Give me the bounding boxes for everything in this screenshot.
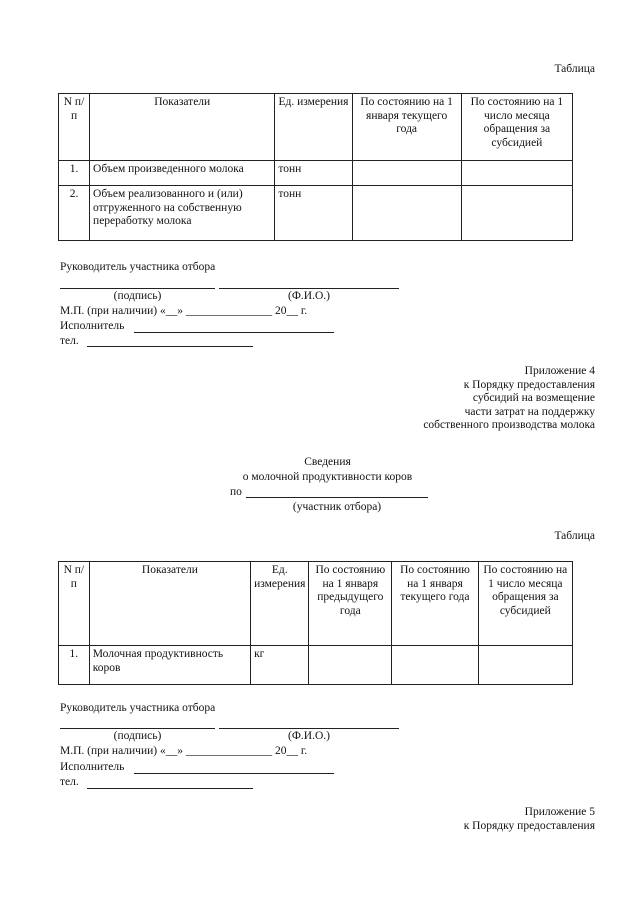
table2-r1-num: 1.: [59, 646, 90, 685]
appendix4-line-4: части затрат на поддержку: [464, 405, 595, 418]
info-subtitle: о молочной продуктивности коров: [242, 471, 413, 483]
sign1-fio-line: [219, 288, 399, 289]
sign1-phone: тел.: [60, 335, 79, 347]
sign2-phone-line: [87, 788, 253, 789]
table2-header-indicator: Показатели: [89, 562, 250, 646]
table2-header-row: [59, 562, 573, 646]
sign1-executor: Исполнитель: [60, 320, 125, 332]
table2-header-unit: Ед. измерения: [251, 562, 309, 646]
table2-r1-indicator: Молочная продуктивность коров: [89, 646, 250, 685]
table1-r2-unit: тонн: [275, 186, 352, 241]
sign2-head: Руководитель участника отбора: [60, 702, 216, 714]
table1-r2-indicator: Объем реализованного и (или) отгруженного на собственную переработку молока: [90, 186, 275, 241]
appendix4-line-1: Приложение 4: [524, 365, 595, 377]
table1-header-jan: По состоянию на 1 января текущего года: [352, 94, 461, 161]
sign2-executor-line: [134, 773, 334, 774]
table2-r1-prev: [309, 646, 392, 685]
table2-header-jan: По состоянию на 1 января текущего года: [392, 562, 478, 646]
sign1-phone-line: [87, 346, 253, 347]
info-by-line: [246, 497, 428, 498]
appendix4-line-3: субсидий на возмещение: [472, 392, 595, 404]
table1-header-month: По состоянию на 1 число месяца обращения за субсидией: [461, 94, 572, 161]
table2-r1-unit: кг: [251, 646, 309, 685]
appendix4-line-2: к Порядку предоставления: [463, 378, 595, 391]
table1-r1-num: 1.: [59, 161, 90, 186]
table1-header-row: [59, 94, 573, 161]
table-row: [59, 161, 573, 186]
table2: [58, 561, 573, 685]
sign1-head: Руководитель участника отбора: [60, 261, 216, 273]
info-by: по: [230, 486, 242, 498]
sign2-signature-line: [60, 728, 215, 729]
appendix5-line-1: Приложение 5: [524, 806, 595, 818]
table1-r1-month: [461, 161, 572, 186]
sign2-fio-label: (Ф.И.О.): [288, 730, 330, 742]
sign2-phone: тел.: [60, 776, 79, 788]
sign2-sign-label: (подпись): [113, 730, 162, 742]
appendix4-block: [423, 365, 595, 433]
table2-header-num: N п/п: [59, 562, 90, 646]
sign1-fio-label: (Ф.И.О.): [288, 290, 330, 302]
table2-header-month: По состоянию на 1 число месяца обращения за субсидией: [478, 562, 572, 646]
table-row: [59, 646, 573, 685]
appendix5-block: [464, 806, 595, 833]
table1-header-num: N п/п: [59, 94, 90, 161]
info-title: Сведения: [304, 456, 351, 468]
info-participant: (участник отбора): [292, 501, 382, 513]
table1: [58, 93, 573, 241]
table2-caption: Таблица: [554, 530, 595, 542]
sign1-sign-label: (подпись): [113, 290, 162, 302]
table1-r1-indicator: Объем произведенного молока: [90, 161, 275, 186]
sign2-executor: Исполнитель: [60, 761, 125, 773]
table2-r1-month: [478, 646, 572, 685]
sign2-mp-line: М.П. (при наличии) «__» _______________ 20__ г.: [60, 745, 308, 757]
appendix5-line-2: к Порядку предоставления: [463, 819, 595, 832]
table1-r2-month: [461, 186, 572, 241]
sign1-executor-line: [134, 332, 334, 333]
table1-header-indicator: Показатели: [90, 94, 275, 161]
table1-r2-num: 2.: [59, 186, 90, 241]
table1-r1-unit: тонн: [275, 161, 352, 186]
appendix4-line-5: собственного производства молока: [423, 419, 595, 431]
table1-header-unit: Ед. измерения: [275, 94, 352, 161]
sign2-fio-line: [219, 728, 399, 729]
table1-r2-jan: [352, 186, 461, 241]
sign1-mp-line: М.П. (при наличии) «__» _______________ 20__ г.: [60, 305, 308, 317]
table1-r1-jan: [352, 161, 461, 186]
sign1-signature-line: [60, 288, 215, 289]
table1-caption: Таблица: [554, 63, 595, 75]
table2-r1-jan: [392, 646, 478, 685]
table2-header-prev: По состоянию на 1 января предыдущего года: [309, 562, 392, 646]
table-row: [59, 186, 573, 241]
